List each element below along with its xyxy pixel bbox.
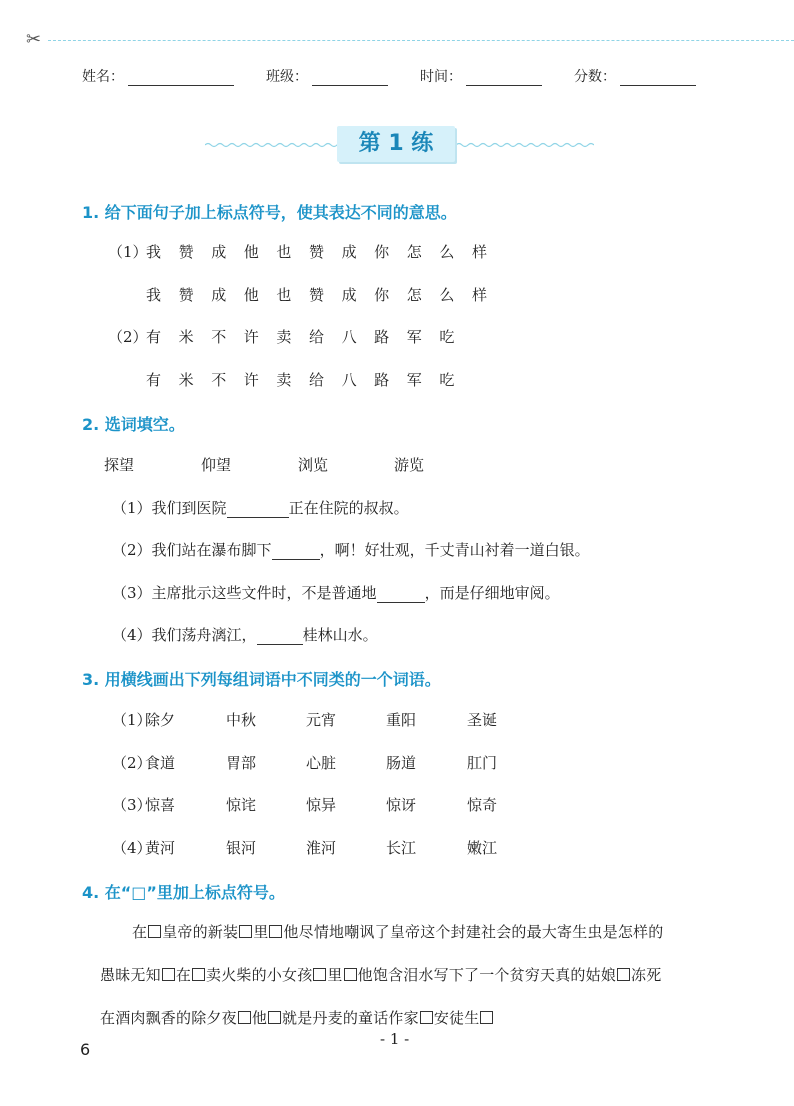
q2-item-number: （1） (112, 499, 152, 517)
q2-word-option: 探望 (104, 456, 135, 474)
q3-word[interactable]: 惊喜 (145, 796, 176, 814)
q2-item-number: （3） (112, 584, 152, 602)
q4-text: 就是丹麦的童话作家 (282, 1009, 419, 1027)
q1-char: 他 (243, 243, 259, 261)
q2-fill-blank[interactable] (227, 503, 289, 518)
q4-text: 在 (175, 966, 192, 984)
q1-char: 军 (406, 371, 422, 389)
q1-char: 我 (146, 243, 162, 261)
score-field (574, 66, 696, 86)
q1-char: 赞 (308, 243, 324, 261)
q4-text: 皇帝的新装 (162, 923, 239, 941)
q1-char: 有 (146, 371, 162, 389)
q1-char: 赞 (178, 286, 194, 304)
class-field (266, 66, 388, 86)
q3-word[interactable]: 长江 (386, 839, 417, 857)
q3-word[interactable]: 重阳 (386, 711, 417, 729)
q1-sentence-row (108, 326, 472, 347)
q3-item-number: （3） (112, 796, 152, 814)
q4-punctuation-box[interactable] (480, 1011, 493, 1024)
left-wave-decoration (205, 142, 343, 148)
q4-punctuation-box[interactable] (268, 1011, 281, 1024)
q3-word[interactable]: 惊异 (306, 796, 337, 814)
q1-char: 么 (439, 243, 455, 261)
name-blank[interactable] (128, 71, 234, 86)
name-label: 姓名： (82, 69, 124, 85)
q1-char: 路 (374, 328, 390, 346)
q2-word-option: 浏览 (298, 456, 329, 474)
q2-sentence-before: 我们荡舟漓江， (151, 626, 257, 644)
q1-char: 不 (211, 328, 227, 346)
q1-sentence-row (108, 284, 505, 305)
q4-text: 他饱含泪水写下了一个贫穷天真的姑娘 (357, 966, 617, 984)
cut-line (48, 40, 794, 41)
q1-char: 你 (374, 243, 390, 261)
q1-char: 军 (406, 328, 422, 346)
q1-char: 许 (243, 328, 259, 346)
q2-title: 2. 选词填空。 (82, 415, 185, 434)
q3-word[interactable]: 银河 (226, 839, 257, 857)
page-number: - 1 - (380, 1030, 410, 1048)
q4-punctuation-box[interactable] (148, 925, 161, 938)
q2-sentence (112, 497, 409, 518)
q3-word[interactable]: 肠道 (386, 754, 417, 772)
q1-char: 有 (146, 328, 162, 346)
q1-char: 赞 (308, 286, 324, 304)
q3-title: 3. 用横线画出下列每组词语中不同类的一个词语。 (82, 670, 441, 689)
q3-item-number: （4） (112, 839, 152, 857)
q4-text: 愚昧无知 (100, 966, 161, 984)
page-title: 第 1 练 (337, 126, 455, 162)
time-blank[interactable] (466, 71, 542, 86)
q4-text: 里 (327, 966, 343, 984)
q4-title: 4. 在“□”里加上标点符号。 (82, 883, 285, 902)
q2-sentence (112, 624, 378, 645)
q4-text: 在 (132, 923, 148, 941)
q1-char: 不 (211, 371, 227, 389)
q2-word-option: 仰望 (201, 456, 232, 474)
q1-item-number: （2） (108, 328, 148, 346)
q1-char: 米 (178, 371, 194, 389)
q1-char: 成 (341, 286, 357, 304)
q1-char: 成 (211, 286, 227, 304)
q4-punctuation-box[interactable] (238, 1011, 251, 1024)
q1-char: 赞 (178, 243, 194, 261)
q4-paragraph-line (132, 921, 663, 942)
q1-char: 他 (243, 286, 259, 304)
q2-sentence-after: ，啊！好壮观，千丈青山衬着一道白银。 (319, 541, 590, 559)
q2-sentence-after: 正在住院的叔叔。 (288, 499, 409, 517)
q1-char: 吃 (439, 328, 455, 346)
q1-char: 怎 (406, 286, 422, 304)
q2-item-number: （2） (112, 541, 152, 559)
q3-word[interactable]: 心脏 (306, 754, 337, 772)
q1-char: 给 (308, 371, 324, 389)
q3-word[interactable]: 惊奇 (467, 796, 498, 814)
q3-word[interactable]: 中秋 (226, 711, 257, 729)
q1-char: 样 (471, 243, 487, 261)
q3-word[interactable]: 嫩江 (467, 839, 498, 857)
q4-punctuation-box[interactable] (192, 968, 205, 981)
q2-fill-blank[interactable] (272, 545, 320, 560)
q3-word[interactable]: 肛门 (467, 754, 498, 772)
q1-char: 八 (341, 328, 357, 346)
class-blank[interactable] (312, 71, 388, 86)
q1-item-number: （1） (108, 243, 148, 261)
q2-fill-blank[interactable] (377, 588, 425, 603)
score-blank[interactable] (620, 71, 696, 86)
q4-paragraph-line (100, 964, 661, 985)
q1-sentence-row (108, 241, 505, 262)
q1-char: 样 (471, 286, 487, 304)
q2-sentence (112, 582, 560, 603)
q2-word-option: 游览 (394, 456, 425, 474)
q2-sentence-before: 主席批示这些文件时，不是普通地 (151, 584, 377, 602)
time-field (420, 66, 542, 86)
scissors-icon: ✂ (26, 29, 42, 50)
q4-text: 安徒生 (433, 1009, 480, 1027)
q1-char: 成 (211, 243, 227, 261)
q4-text: 他尽情地嘲讽了皇帝这个封建社会的最大寄生虫是怎样的 (283, 923, 664, 941)
score-label: 分数： (574, 69, 616, 85)
q3-word[interactable]: 圣诞 (467, 711, 498, 729)
class-label: 班级： (266, 69, 308, 85)
name-field (82, 66, 234, 86)
q1-char: 给 (308, 328, 324, 346)
q4-punctuation-box[interactable] (617, 968, 630, 981)
q4-punctuation-box[interactable] (344, 968, 357, 981)
q4-text: 他 (251, 1009, 268, 1027)
q2-item-number: （4） (112, 626, 152, 644)
q4-punctuation-box[interactable] (420, 1011, 433, 1024)
q1-char: 怎 (406, 243, 422, 261)
q4-punctuation-box[interactable] (313, 968, 326, 981)
q1-char: 么 (439, 286, 455, 304)
q1-char: 也 (276, 243, 292, 261)
q4-text: 冻死 (631, 966, 662, 984)
q1-sentence-row (108, 369, 472, 390)
q4-text: 在酒肉飘香的除夕夜 (100, 1009, 237, 1027)
q1-char: 成 (341, 243, 357, 261)
q2-sentence-before: 我们站在瀑布脚下 (151, 541, 272, 559)
q1-char: 吃 (439, 371, 455, 389)
q1-char: 八 (341, 371, 357, 389)
q1-char: 卖 (276, 371, 292, 389)
q1-char: 我 (146, 286, 162, 304)
q3-item-number: （2） (112, 754, 152, 772)
q3-word[interactable]: 除夕 (145, 711, 176, 729)
q1-title: 1. 给下面句子加上标点符号，使其表达不同的意思。 (82, 203, 457, 222)
q4-punctuation-box[interactable] (162, 968, 175, 981)
q3-word[interactable]: 黄河 (145, 839, 176, 857)
q3-word[interactable]: 惊诧 (226, 796, 257, 814)
q2-sentence-after: 桂林山水。 (302, 626, 378, 644)
q4-punctuation-box[interactable] (269, 925, 282, 938)
q1-char: 卖 (276, 328, 292, 346)
q1-char: 许 (243, 371, 259, 389)
time-label: 时间： (420, 69, 462, 85)
right-wave-decoration (456, 142, 594, 148)
q1-char: 你 (374, 286, 390, 304)
q3-word[interactable]: 胃部 (226, 754, 257, 772)
q3-word[interactable]: 惊讶 (386, 796, 417, 814)
q1-char: 路 (374, 371, 390, 389)
q2-sentence-before: 我们到医院 (151, 499, 227, 517)
q2-sentence (112, 539, 590, 560)
q3-word[interactable]: 食道 (145, 754, 176, 772)
q3-word[interactable]: 淮河 (306, 839, 337, 857)
q4-punctuation-box[interactable] (239, 925, 252, 938)
q2-fill-blank[interactable] (257, 630, 303, 645)
q2-sentence-after: ，而是仔细地审阅。 (424, 584, 560, 602)
q3-item-number: （1） (112, 711, 152, 729)
q1-char: 米 (178, 328, 194, 346)
q4-paragraph-line (100, 1007, 494, 1028)
q4-text: 卖火柴的小女孩 (206, 966, 313, 984)
q1-char: 也 (276, 286, 292, 304)
side-page-number: 6 (80, 1040, 91, 1059)
q4-text: 里 (253, 923, 269, 941)
q3-word[interactable]: 元宵 (306, 711, 337, 729)
